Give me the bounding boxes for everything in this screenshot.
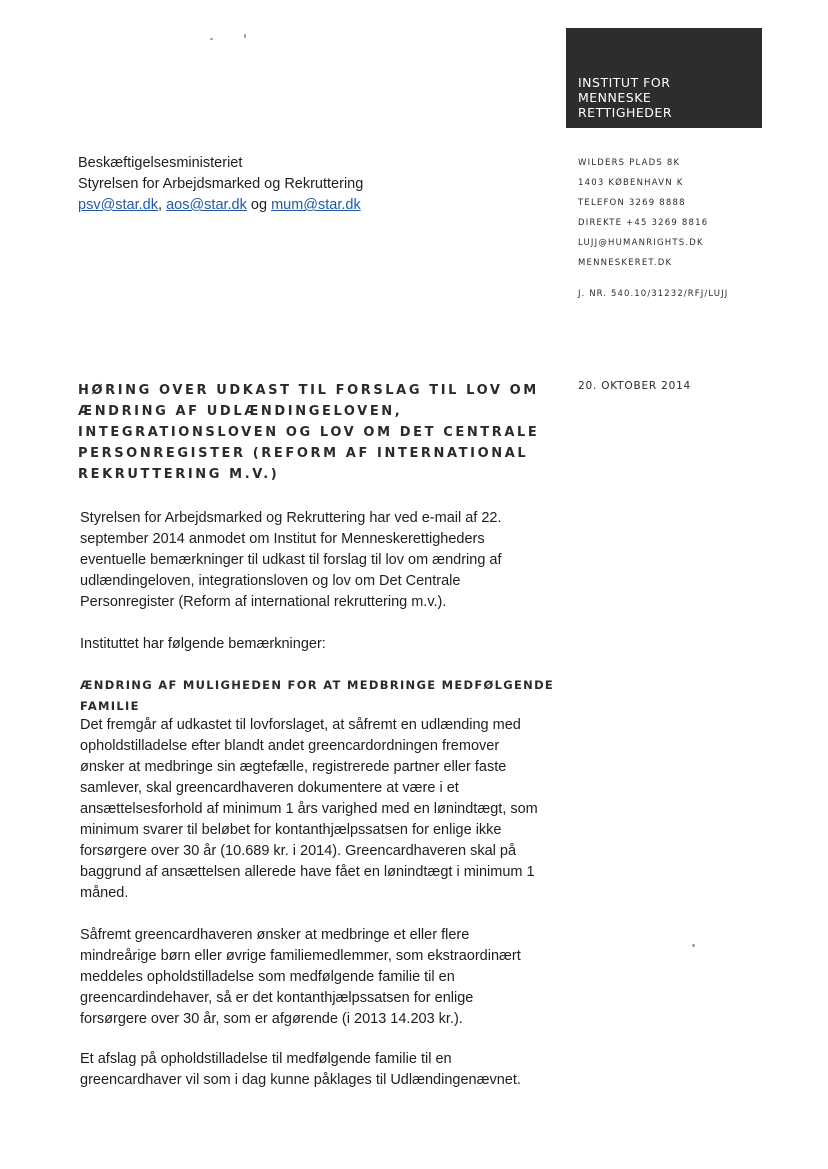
text-line: Instituttet har følgende bemærkninger: [80, 636, 326, 652]
journal-number: J. NR. 540.10/31232/RFJ/LUJJ [578, 289, 729, 299]
letter-date: 20. OKTOBER 2014 [578, 380, 692, 392]
text-line: Såfremt greencardhaveren ønsker at medbringe et eller flere [80, 927, 470, 943]
remarks-paragraph [80, 634, 580, 655]
text-line: eventuelle bemærkninger til udkast til forslag til lov om ændring af [80, 552, 502, 568]
heading-line: PERSONREGISTER (REFORM AF INTERNATIONAL [78, 446, 529, 461]
text-line: forsørgere over 30 år, som er afgørende (i 2013 14.203 kr.). [80, 1011, 463, 1027]
scan-speck [244, 34, 246, 38]
subheading-line: ÆNDRING AF MULIGHEDEN FOR AT MEDBRINGE MEDFØLGENDE [80, 678, 555, 692]
institute-logo [566, 28, 762, 128]
section2-paragraph [80, 925, 580, 1030]
email-conjunction: og [246, 197, 272, 213]
text-line: måned. [80, 885, 129, 901]
text-line: september 2014 anmodet om Institut for Menneskerettigheders [80, 531, 485, 547]
contact-website: MENNESKERET.DK [578, 258, 673, 268]
logo-text [578, 75, 672, 120]
scan-speck [210, 38, 213, 40]
heading-line: HØRING OVER UDKAST TIL FORSLAG TIL LOV OM [78, 383, 539, 398]
text-line: opholdstilladelse efter blandt andet greencardordningen fremover [80, 738, 500, 754]
text-line: forsørgere over 30 år (10.689 kr. i 2014). Greencardhaveren skal på [80, 843, 517, 859]
text-line: Personregister (Reform af international rekruttering m.v.). [80, 594, 447, 610]
heading-line: ÆNDRING AF UDLÆNDINGELOVEN, [78, 404, 403, 419]
text-line: Et afslag på opholdstilladelse til medfølgende familie til en [80, 1051, 452, 1067]
text-line: udlændingeloven, integrationsloven og lov om Det Centrale [80, 573, 461, 589]
scan-speck [692, 944, 695, 947]
contact-direct: DIREKTE +45 3269 8816 [578, 218, 709, 228]
email-link-mum[interactable]: mum@star.dk [271, 197, 361, 213]
heading-line: REKRUTTERING M.V.) [78, 467, 280, 482]
section3-paragraph [80, 1049, 580, 1091]
text-line: Det fremgår af udkastet til lovforslaget, at såfremt en udlænding med [80, 717, 521, 733]
recipient-ministry: Beskæftigelsesministeriet [78, 155, 243, 171]
section-subheading [80, 675, 554, 717]
text-line: greencardhaver vil som i dag kunne påklages til Udlændingenævnet. [80, 1072, 521, 1088]
logo-line: INSTITUT FOR [578, 75, 671, 90]
text-line: greencardindehaver, så er det kontanthjælpssatsen for enlige [80, 990, 474, 1006]
recipient-agency: Styrelsen for Arbejdsmarked og Rekruttering [78, 176, 364, 192]
contact-city: 1403 KØBENHAVN K [578, 178, 684, 188]
recipient-emails [78, 195, 363, 216]
heading-line: INTEGRATIONSLOVEN OG LOV OM DET CENTRALE [78, 425, 540, 440]
contact-address: WILDERS PLADS 8K [578, 158, 681, 168]
logo-line: RETTIGHEDER [578, 105, 673, 120]
subheading-line: FAMILIE [80, 699, 140, 713]
letter-heading [78, 380, 548, 485]
text-line: ansættelsesforhold af minimum 1 års varighed med en lønindtægt, som [80, 801, 538, 817]
text-line: baggrund af ansættelsen allerede have fået en lønindtægt i minimum 1 [80, 864, 535, 880]
text-line: minimum svarer til beløbet for kontanthjælpssatsen for enlige ikke [80, 822, 502, 838]
text-line: samlever, skal greencardhaveren dokumentere at være i et [80, 780, 459, 796]
text-line: Styrelsen for Arbejdsmarked og Rekruttering har ved e-mail af 22. [80, 510, 502, 526]
contact-email: LUJJ@HUMANRIGHTS.DK [578, 238, 704, 248]
text-line: ønsker at medbringe sin ægtefælle, registrerede partner eller faste [80, 759, 507, 775]
section1-paragraph [80, 715, 580, 904]
logo-line: MENNESKE [578, 90, 652, 105]
text-line: mindreårige børn eller øvrige familiemedlemmer, som ekstraordinært [80, 948, 521, 964]
intro-paragraph [80, 508, 580, 613]
contact-block [578, 153, 708, 273]
email-separator: , [158, 197, 167, 213]
text-line: meddeles opholdstilladelse som medfølgende familie til en [80, 969, 455, 985]
email-link-psv[interactable]: psv@star.dk [78, 197, 158, 213]
email-link-aos[interactable]: aos@star.dk [166, 197, 247, 213]
contact-phone: TELEFON 3269 8888 [578, 198, 686, 208]
recipient-block [78, 153, 363, 216]
